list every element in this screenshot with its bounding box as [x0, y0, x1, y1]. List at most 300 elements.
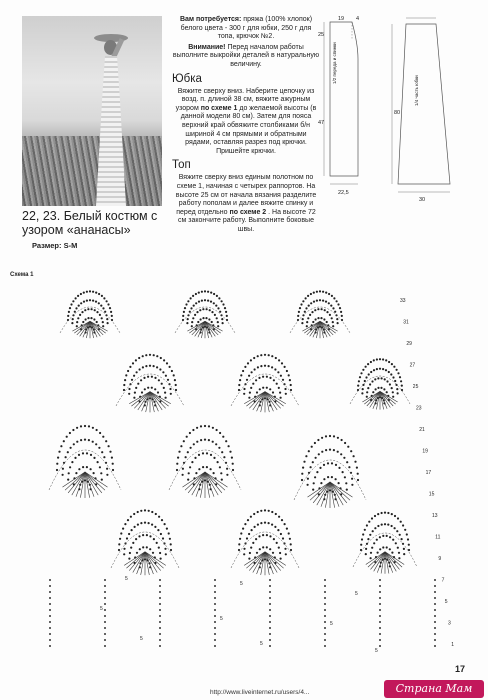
- stitch-dot: [360, 372, 362, 374]
- stitch-dot: [320, 317, 322, 319]
- stitch-dot: [397, 547, 399, 549]
- stitch-dot: [95, 301, 97, 303]
- chain-dot: [159, 603, 161, 605]
- stitch-dot: [347, 446, 349, 448]
- chain-dot: [434, 645, 436, 647]
- stitch-dot: [366, 396, 368, 398]
- stitch-dot: [365, 366, 367, 368]
- stitch-dot: [340, 453, 342, 455]
- stitch-dot: [238, 384, 240, 386]
- stitch-dot: [74, 311, 76, 313]
- stitch-dot: [106, 300, 108, 302]
- stitch-dot: [101, 451, 103, 453]
- stitch-dot: [258, 377, 260, 379]
- stitch-dot: [127, 519, 129, 521]
- stitch-dot: [229, 451, 231, 453]
- stitch-dot: [149, 365, 151, 367]
- stitch-dot: [110, 311, 112, 313]
- stitch-dot: [108, 445, 110, 447]
- stitch-dot: [371, 547, 373, 549]
- stitch-dot: [379, 368, 381, 370]
- stitch-dot: [142, 366, 144, 368]
- stitch-dot: [93, 472, 95, 474]
- stitch-dot: [134, 526, 136, 528]
- stitch-dot: [239, 379, 241, 381]
- stitch-dot: [369, 383, 371, 385]
- stitch-dot: [165, 553, 167, 555]
- stitch-dot: [251, 371, 253, 373]
- stitch-dot: [242, 370, 244, 372]
- stitch-dot: [193, 305, 195, 307]
- stitch-dot: [204, 425, 206, 427]
- stitch-dot: [365, 553, 367, 555]
- stitch-dot: [339, 307, 341, 309]
- stitch-dot: [118, 543, 120, 545]
- stitch-dot: [216, 295, 218, 297]
- stitch-dot: [377, 387, 379, 389]
- stitch-dot: [271, 355, 273, 357]
- stitch-dot: [149, 354, 151, 356]
- stitch-dot: [346, 461, 348, 463]
- stitch-dot: [193, 443, 195, 445]
- stitch-dot: [312, 321, 314, 323]
- stitch-dot: [386, 391, 388, 393]
- stitch-dot: [98, 447, 100, 449]
- stitch-dot: [389, 536, 391, 538]
- stitch-dot: [123, 548, 125, 550]
- stitch-dot: [119, 538, 121, 540]
- stitch-dot: [80, 293, 82, 295]
- stitch-dot: [204, 439, 206, 441]
- stitch-dot: [191, 321, 193, 323]
- stitch-dot: [177, 457, 179, 459]
- stitch-dot: [256, 391, 258, 393]
- stitch-dot: [167, 379, 169, 381]
- stitch-dot: [253, 357, 255, 359]
- stitch-dot: [195, 293, 197, 295]
- stitch-dot: [315, 318, 317, 320]
- stitch-dot: [248, 397, 250, 399]
- stitch-dot: [268, 522, 270, 524]
- stitch-dot: [404, 529, 406, 531]
- stitch-dot: [408, 544, 410, 546]
- stitch-dot: [210, 292, 212, 294]
- stitch-dot: [388, 361, 390, 363]
- skirt-paragraph: [172, 88, 320, 157]
- stitch-dot: [158, 547, 160, 549]
- top-text-2: . На высоте 72 см закончите работу. Выполните боковые швы.: [178, 208, 316, 233]
- stitch-dot: [225, 440, 227, 442]
- chain-dot: [49, 597, 51, 599]
- stitch-dot: [256, 552, 258, 554]
- stitch-dot: [381, 377, 383, 379]
- stitch-dot: [300, 303, 302, 305]
- stitch-dot: [84, 425, 86, 427]
- stitch-dot: [246, 379, 248, 381]
- inner-count-label: 5: [140, 636, 143, 642]
- stitch-dot: [262, 546, 264, 548]
- stitch-dot: [332, 325, 334, 327]
- chain-dot: [379, 585, 381, 587]
- stitch-dot: [328, 293, 330, 295]
- stitch-dot: [268, 510, 270, 512]
- materials-text: пряжа (100% хлопок) белого цвета - 300 г для юбки, 250 г для топа, крючок №2.: [180, 16, 313, 41]
- stitch-dot: [191, 325, 193, 327]
- stitch-dot: [219, 432, 221, 434]
- stitch-dot: [324, 309, 326, 311]
- stitch-dot: [129, 552, 131, 554]
- chain-dot: [324, 633, 326, 635]
- model-photo: [22, 16, 162, 206]
- stitch-dot: [213, 302, 215, 304]
- chain-dot: [379, 591, 381, 593]
- inner-count-label: 5: [220, 616, 223, 622]
- stitch-dot: [213, 457, 215, 459]
- stitch-dot: [132, 362, 134, 364]
- stitch-dot: [373, 369, 375, 371]
- chain-dot: [214, 615, 216, 617]
- stitch-dot: [370, 557, 372, 559]
- stitch-dot: [144, 522, 146, 524]
- stitch-dot: [243, 393, 245, 395]
- chain-dot: [324, 621, 326, 623]
- stitch-dot: [333, 297, 335, 299]
- stitch-dot: [178, 451, 180, 453]
- stitch-dot: [328, 302, 330, 304]
- stitch-dot: [314, 442, 316, 444]
- stitch-dot: [271, 366, 273, 368]
- stitch-dot: [78, 454, 80, 456]
- stitch-dot: [71, 322, 73, 324]
- stitch-dot: [247, 519, 249, 521]
- stitch-dot: [274, 526, 276, 528]
- stitch-dot: [361, 392, 363, 394]
- stitch-dot: [257, 366, 259, 368]
- stitch-dot: [207, 300, 209, 302]
- stitch-dot: [147, 376, 149, 378]
- chain-dot: [324, 591, 326, 593]
- stitch-dot: [156, 366, 158, 368]
- stitch-dot: [401, 385, 403, 387]
- stitch-dot: [311, 311, 313, 313]
- stitch-dot: [221, 318, 223, 320]
- stitch-dot: [290, 543, 292, 545]
- stitch-dot: [101, 317, 103, 319]
- stitch-dot: [343, 457, 345, 459]
- chain-dot: [379, 615, 381, 617]
- stitch-dot: [306, 321, 308, 323]
- stitch-dot: [161, 383, 163, 385]
- row-number: 1: [451, 642, 454, 648]
- stitch-dot: [225, 311, 227, 313]
- stitch-dot: [397, 517, 399, 519]
- stitch-dot: [219, 466, 221, 468]
- crochet-diagram: [30, 280, 470, 660]
- stitch-dot: [183, 311, 185, 313]
- stitch-dot: [83, 292, 85, 294]
- skirt-dim-80: 80: [394, 110, 401, 116]
- stitch-dot: [320, 482, 322, 484]
- stitch-dot: [161, 519, 163, 521]
- stitch-dot: [212, 441, 214, 443]
- stitch-dot: [350, 450, 352, 452]
- stitch-dot: [311, 446, 313, 448]
- stitch-dot: [182, 315, 184, 317]
- stitch-dot: [385, 359, 387, 361]
- stitch-dot: [196, 311, 198, 313]
- stitch-dot: [269, 548, 271, 550]
- stitch-dot: [346, 489, 348, 491]
- stitch-dot: [192, 429, 194, 431]
- stitch-dot: [220, 472, 222, 474]
- chain-dot: [49, 627, 51, 629]
- chain-dot: [104, 615, 106, 617]
- stitch-dot: [266, 534, 268, 536]
- stitch-dot: [226, 468, 228, 470]
- stitch-dot: [155, 513, 157, 515]
- stitch-dot: [322, 300, 324, 302]
- chain-dot: [269, 609, 271, 611]
- stitch-dot: [80, 302, 82, 304]
- stitch-dot: [362, 388, 364, 390]
- stitch-dot: [137, 383, 139, 385]
- stitch-dot: [100, 472, 102, 474]
- stitch-dot: [131, 379, 133, 381]
- stitch-dot: [140, 522, 142, 524]
- stitch-dot: [302, 318, 304, 320]
- stitch-dot: [70, 447, 72, 449]
- row-number: 29: [406, 341, 412, 347]
- stitch-dot: [210, 454, 212, 456]
- stitch-dot: [82, 466, 84, 468]
- stitch-dot: [185, 456, 187, 458]
- attention-label: Внимание!: [188, 43, 226, 51]
- chain-dot: [214, 597, 216, 599]
- skirt-text-1: Вяжите сверху вниз. Наберите цепочку из возд. п. длиной 38 см, вяжите ажурным узором: [175, 87, 315, 112]
- chain-dot: [269, 585, 271, 587]
- row-number: 25: [412, 384, 419, 390]
- stitch-dot: [142, 546, 144, 548]
- stitch-dot: [166, 362, 168, 364]
- row-number: 27: [409, 362, 416, 369]
- stitch-dot: [157, 391, 159, 393]
- stitch-dot: [313, 301, 315, 303]
- chain-dot: [104, 639, 106, 641]
- chain-dot: [434, 615, 436, 617]
- chain-dot: [434, 609, 436, 611]
- stitch-dot: [104, 311, 106, 313]
- stitch-dot: [125, 374, 127, 376]
- stitch-dot: [97, 461, 99, 463]
- stitch-dot: [151, 511, 153, 513]
- stitch-dot: [132, 542, 134, 544]
- stitch-dot: [254, 368, 256, 370]
- stitch-dot: [257, 355, 259, 357]
- stitch-dot: [219, 311, 221, 313]
- stitch-dot: [190, 297, 192, 299]
- stitch-dot: [192, 295, 194, 297]
- row-number: 9: [438, 556, 442, 562]
- stitch-dot: [399, 376, 401, 378]
- stitch-dot: [223, 456, 225, 458]
- stitch-dot: [351, 484, 353, 486]
- stitch-dot: [406, 533, 408, 535]
- stitch-dot: [262, 376, 264, 378]
- stitch-dot: [106, 468, 108, 470]
- stitch-dot: [154, 526, 156, 528]
- row-number: 13: [432, 513, 438, 519]
- stitch-dot: [278, 387, 280, 389]
- stitch-dot: [139, 368, 141, 370]
- chain-dot: [434, 591, 436, 593]
- stitch-dot: [341, 439, 343, 441]
- stitch-dot: [196, 427, 198, 429]
- stitch-dot: [243, 553, 245, 555]
- stitch-dot: [138, 357, 140, 359]
- stitch-dot: [143, 377, 145, 379]
- stitch-dot: [384, 512, 386, 514]
- stitch-dot: [326, 311, 328, 313]
- instructions-column: [172, 16, 320, 236]
- chain-dot: [214, 591, 216, 593]
- stitch-dot: [216, 429, 218, 431]
- stitch-dot: [314, 309, 316, 311]
- stitch-dot: [323, 464, 325, 466]
- stitch-dot: [314, 476, 316, 478]
- stitch-dot: [106, 318, 108, 320]
- stitch-dot: [214, 314, 216, 316]
- stitch-dot: [278, 359, 280, 361]
- stitch-dot: [392, 391, 394, 393]
- materials-paragraph: [172, 16, 320, 42]
- stitch-dot: [365, 376, 367, 378]
- stitch-dot: [344, 442, 346, 444]
- stitch-dot: [145, 354, 147, 356]
- stitch-dot: [76, 441, 78, 443]
- stitch-dot: [344, 476, 346, 478]
- stitch-dot: [260, 354, 262, 356]
- stitch-dot: [187, 451, 189, 453]
- stitch-dot: [337, 437, 339, 439]
- stitch-dot: [327, 462, 329, 464]
- stitch-dot: [250, 547, 252, 549]
- stitch-dot: [173, 374, 175, 376]
- stitch-dot: [367, 387, 369, 389]
- stitch-dot: [367, 538, 369, 540]
- stitch-dot: [211, 311, 213, 313]
- top-heading: Топ: [172, 159, 191, 172]
- stitch-dot: [361, 538, 363, 540]
- stitch-dot: [165, 375, 167, 377]
- stitch-dot: [130, 547, 132, 549]
- top-dim-4: 4: [356, 16, 360, 22]
- stitch-dot: [198, 301, 200, 303]
- top-dim-19: 19: [338, 16, 345, 22]
- inner-count-label: 5: [125, 576, 128, 582]
- stitch-dot: [389, 383, 391, 385]
- chain-dot: [379, 621, 381, 623]
- chain-dot: [214, 633, 216, 635]
- stitch-dot: [381, 524, 383, 526]
- stitch-dot: [316, 300, 318, 302]
- stitch-dot: [362, 533, 364, 535]
- stitch-dot: [326, 321, 328, 323]
- stitch-dot: [103, 456, 105, 458]
- stitch-dot: [337, 322, 339, 324]
- stitch-dot: [142, 534, 144, 536]
- stitch-dot: [187, 300, 189, 302]
- stitch-dot: [357, 479, 359, 481]
- stitch-dot: [321, 451, 323, 453]
- stitch-dot: [208, 425, 210, 427]
- row-number: 15: [428, 491, 435, 498]
- stitch-dot: [289, 379, 291, 381]
- stitch-dot: [335, 464, 337, 466]
- stitch-dot: [142, 355, 144, 357]
- stitch-dot: [133, 375, 135, 377]
- stitch-dot: [394, 380, 396, 382]
- stitch-dot: [329, 449, 331, 451]
- chain-dot: [434, 639, 436, 641]
- stitch-dot: [88, 439, 90, 441]
- chain-dot: [214, 627, 216, 629]
- stitch-dot: [164, 392, 166, 394]
- stitch-dot: [313, 482, 315, 484]
- chain-dot: [49, 621, 51, 623]
- stitch-dot: [90, 454, 92, 456]
- stitch-dot: [137, 524, 139, 526]
- stitch-dot: [93, 457, 95, 459]
- stitch-dot: [319, 467, 321, 469]
- stitch-dot: [369, 534, 371, 536]
- stitch-dot: [190, 307, 192, 309]
- stitch-dot: [374, 527, 376, 529]
- stitch-dot: [107, 322, 109, 324]
- skirt-pattern: [392, 18, 450, 192]
- stitch-dot: [186, 322, 188, 324]
- stitch-dot: [331, 476, 333, 478]
- stitch-dot: [277, 371, 279, 373]
- stitch-dot: [109, 451, 111, 453]
- inner-count-label: 5: [330, 621, 333, 627]
- stitch-dot: [304, 311, 306, 313]
- skirt-pattern-outline: [398, 24, 450, 184]
- stitch-dot: [207, 291, 209, 293]
- chain-dot: [159, 627, 161, 629]
- stitch-dot: [330, 305, 332, 307]
- stitch-dot: [243, 388, 245, 390]
- chain-dot: [159, 591, 161, 593]
- row-number: 5: [444, 599, 448, 605]
- stitch-dot: [318, 453, 320, 455]
- stitch-dot: [310, 293, 312, 295]
- stitch-dot: [368, 373, 370, 375]
- chain-dot: [379, 579, 381, 581]
- stitch-dot: [401, 538, 403, 540]
- stitch-dot: [154, 377, 156, 379]
- stitch-dot: [301, 473, 303, 475]
- stitch-dot: [137, 511, 139, 513]
- stitch-dot: [310, 302, 312, 304]
- chain-dot: [324, 579, 326, 581]
- stitch-dot: [264, 522, 266, 524]
- chain-dot: [104, 621, 106, 623]
- stitch-dot: [66, 436, 68, 438]
- stitch-dot: [302, 467, 304, 469]
- stitch-dot: [285, 393, 287, 395]
- stitch-dot: [195, 302, 197, 304]
- stitch-dot: [336, 300, 338, 302]
